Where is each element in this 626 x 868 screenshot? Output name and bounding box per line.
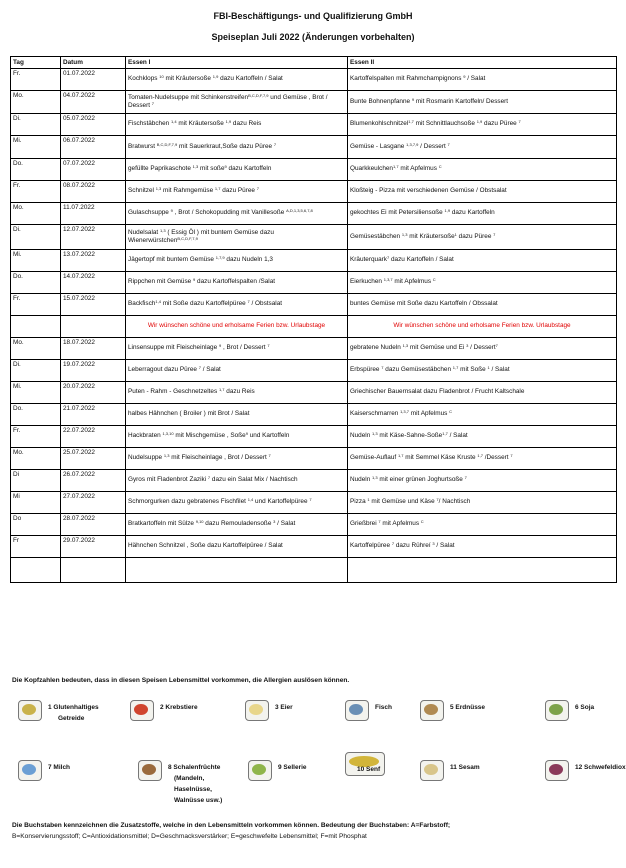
meal-1-cell: Nudelsuppe $^{1,3}$ mit Fleischeinlage , Brot / Dessert $^7$ [126, 448, 348, 470]
day-cell: Di [11, 470, 61, 492]
table-row [11, 91, 617, 114]
peanut-icon-shape [424, 704, 438, 715]
date-cell: 21.07.2022 [61, 404, 126, 426]
date-cell: 05.07.2022 [61, 114, 126, 136]
table-row [11, 294, 617, 316]
crab-icon [130, 700, 154, 721]
sulphite-icon [545, 760, 569, 781]
meal-1-cell: Bratwurst $^{B,C,D,F,7,9}$ mit Sauerkraut,Soße dazu Püree $^7$ [126, 136, 348, 159]
egg-icon [245, 700, 269, 721]
milk-icon-shape [22, 764, 36, 775]
additives-note: Die Buchstaben kennzeichnen die Zusatzstoffe, welche in den Lebensmitteln vorkommen können. Bedeutung der Buchstaben: A=Farbstoff; [12, 822, 451, 829]
col-header-day: Tag [11, 57, 61, 69]
allergen-label: 7 Milch [48, 764, 71, 771]
meal-2-cell: Kaiserschmarren $^{1,3,7}$ mit Apfelmus $^C$ [348, 404, 617, 426]
table-row [11, 250, 617, 272]
crab-icon-shape [134, 704, 148, 715]
table-row [11, 159, 617, 181]
day-cell: Mi [11, 492, 61, 514]
peanut-icon [420, 700, 444, 721]
meal-1-cell: Gyros mit Fladenbrot Zaziki $^7$ dazu ein Salat Mix / Nachtisch [126, 470, 348, 492]
empty-cell [11, 558, 61, 583]
meal-2-cell: Erbspüree $^7$ dazu Gemüsestäbchen $^{1,7}$ mit Soße $^1$ / Salat [348, 360, 617, 382]
meal-1-cell: Hähnchen Schnitzel , Soße dazu Kartoffelpüree / Salat [126, 536, 348, 558]
date-cell: 11.07.2022 [61, 203, 126, 225]
empty-cell [61, 558, 126, 583]
day-cell: Do [11, 514, 61, 536]
day-cell: Di. [11, 225, 61, 250]
meal-1-cell: Hackbraten $^{1,3,10}$ mit Mischgemüse , Soße$^9$ und Kartoffeln [126, 426, 348, 448]
allergen-note: Die Kopfzahlen bedeuten, dass in diesen Speisen Lebensmittel vorkommen, die Allergien auslösen können. [12, 677, 350, 684]
fish-icon-shape [349, 704, 363, 715]
sulphite-icon-shape [549, 764, 563, 775]
day-cell: Mi. [11, 382, 61, 404]
meal-1-cell: Jägertopf mit buntem Gemüse $^{1,7,9}$ dazu Nudeln 1,3 [126, 250, 348, 272]
table-row [11, 272, 617, 294]
sesame-icon-shape [424, 764, 438, 775]
date-cell: 08.07.2022 [61, 181, 126, 203]
meal-1-cell: Gulaschsuppe $^9$ , Brot / Schokopudding mit Vanillesoße $^{A,D,1,3,5,6,7,8}$ [126, 203, 348, 225]
allergen-label: 10 Senf [357, 766, 381, 773]
day-cell: Fr. [11, 181, 61, 203]
date-cell: 20.07.2022 [61, 382, 126, 404]
table-row [11, 536, 617, 558]
date-cell [61, 316, 126, 338]
meal-2-cell: Gemüsestäbchen $^{1,3}$ mit Kräutersoße$^1$ dazu Püree $^7$ [348, 225, 617, 250]
day-cell: Fr. [11, 426, 61, 448]
allergen-label: 12 Schwefeldiox [575, 764, 626, 771]
meal-2-cell: buntes Gemüse mit Soße dazu Kartoffeln / Obssalat [348, 294, 617, 316]
meal-2-cell: Nudeln $^{1,3}$ mit einer grünen Joghurtsoße $^7$ [348, 470, 617, 492]
col-header-meal1: Essen I [126, 57, 348, 69]
allergen-label: 11 Sesam [450, 764, 480, 771]
allergen-label: 1 Glutenhaltiges [48, 704, 99, 711]
holiday-note-1: Wir wünschen schöne und erholsame Ferien bzw. Urlaubstage [126, 316, 348, 338]
day-cell: Mo. [11, 203, 61, 225]
table-row [11, 404, 617, 426]
meal-2-cell: gekochtes Ei mit Petersiliensoße $^{1,9}$ dazu Kartoffeln [348, 203, 617, 225]
table-row [11, 181, 617, 203]
date-cell: 04.07.2022 [61, 91, 126, 114]
date-cell: 06.07.2022 [61, 136, 126, 159]
allergen-label: 2 Krebstiere [160, 704, 198, 711]
meal-1-cell: Fischstäbchen $^{1,4}$ mit Kräutersoße $^{1,9}$ dazu Reis [126, 114, 348, 136]
additives-note-2: B=Konservierungsstoff; C=Antioxidationsmittel; D=Geschmacksverstärker; E=geschwefelte Lebensmittel; F=mit Phosphat [12, 833, 367, 840]
table-row [11, 558, 617, 583]
table-row [11, 382, 617, 404]
date-cell: 26.07.2022 [61, 470, 126, 492]
date-cell: 25.07.2022 [61, 448, 126, 470]
nut-icon [138, 760, 162, 781]
date-cell: 18.07.2022 [61, 338, 126, 360]
day-cell: Di. [11, 114, 61, 136]
menu-body [11, 69, 617, 583]
allergen-label: 9 Sellerie [278, 764, 307, 771]
grain-icon-shape [22, 704, 36, 715]
allergen-label: Walnüsse usw.) [174, 797, 223, 804]
meal-2-cell: Kartoffelspalten mit Rahmchampignons $^9$ / Salat [348, 69, 617, 91]
meal-2-cell: Grießbrei $^7$ mit Apfelmus $^C$ [348, 514, 617, 536]
date-cell: 15.07.2022 [61, 294, 126, 316]
table-row [11, 514, 617, 536]
date-cell: 22.07.2022 [61, 426, 126, 448]
meal-2-cell: Griechischer Bauernsalat dazu Fladenbrot / Frucht Kaltschale [348, 382, 617, 404]
date-cell: 28.07.2022 [61, 514, 126, 536]
table-row [11, 426, 617, 448]
col-header-meal2: Essen II [348, 57, 617, 69]
day-cell: Fr. [11, 69, 61, 91]
allergen-label: (Mandeln, [174, 775, 205, 782]
meal-2-cell: Eierkuchen $^{1,3,7}$ mit Apfelmus $^C$ [348, 272, 617, 294]
table-row [11, 316, 617, 338]
meal-1-cell: Linsensuppe mit Fleischeinlage $^9$ , Brot / Dessert $^7$ [126, 338, 348, 360]
meal-2-cell: Gemüse - Lasgane $^{1,3,7,9}$ / Dessert $^7$ [348, 136, 617, 159]
table-row [11, 69, 617, 91]
meal-2-cell: Kräuterquark$^7$ dazu Kartoffeln / Salat [348, 250, 617, 272]
sesame-icon [420, 760, 444, 781]
allergen-label: 8 Schalenfrüchte [168, 764, 221, 771]
meal-2-cell: Quarkkeulchen$^{1,7}$ mit Apfelmus $^C$ [348, 159, 617, 181]
date-cell: 07.07.2022 [61, 159, 126, 181]
celery-icon [248, 760, 272, 781]
table-row [11, 492, 617, 514]
meal-1-cell: Schmorgurken dazu gebratenes Fischfilet $^{1,4}$ und Kartoffelpüree $^7$ [126, 492, 348, 514]
nut-icon-shape [142, 764, 156, 775]
egg-icon-shape [249, 704, 263, 715]
date-cell: 12.07.2022 [61, 225, 126, 250]
day-cell: Mi. [11, 136, 61, 159]
day-cell: Mi. [11, 250, 61, 272]
soy-icon [545, 700, 569, 721]
table-row [11, 360, 617, 382]
day-cell: Mo. [11, 338, 61, 360]
meal-2-cell: Kloßteig - Pizza mit verschiedenen Gemüse / Obstsalat [348, 181, 617, 203]
meal-2-cell: Gemüse-Auflauf $^{1,7}$ mit Semmel Käse Kruste $^{1,7}$ /Dessert $^7$ [348, 448, 617, 470]
meal-1-cell: Rippchen mit Gemüse $^9$ dazu Kartoffelspalten /Salat [126, 272, 348, 294]
date-cell: 14.07.2022 [61, 272, 126, 294]
meal-2-cell: Nudeln $^{1,3}$ mit Käse-Sahne-Soße$^{1,7}$ / Salat [348, 426, 617, 448]
table-header-row [11, 57, 617, 69]
table-row [11, 136, 617, 159]
menu-table [10, 56, 617, 583]
meal-2-cell: Blumenkohlschnitzel$^{1,7}$ mit Schnittlauchsoße $^{1,9}$ dazu Püree $^7$ [348, 114, 617, 136]
table-row [11, 470, 617, 492]
day-cell: Fr [11, 536, 61, 558]
holiday-note-2: Wir wünschen schöne und erholsame Ferien bzw. Urlaubstage [348, 316, 617, 338]
table-row [11, 225, 617, 250]
date-cell: 13.07.2022 [61, 250, 126, 272]
fish-icon [345, 700, 369, 721]
meal-1-cell: Nudelsalat $^{1,3}$ ( Essig Öl ) mit buntem Gemüse dazu Wienerwürstchen$^{B,C,D,F,7,9}$ [126, 225, 348, 250]
meal-2-cell: Bunte Bohnenpfanne $^9$ mit Rosmarin Kartoffeln/ Dessert [348, 91, 617, 114]
soy-icon-shape [549, 704, 563, 715]
meal-2-cell: Kartoffelpüree $^7$ dazu Rühreí $^3$ / Salat [348, 536, 617, 558]
grain-icon [18, 700, 42, 721]
allergen-label: Haselnüsse, [174, 786, 212, 793]
day-cell: Mo. [11, 91, 61, 114]
empty-cell [126, 558, 348, 583]
meal-1-cell: Leberragout dazu Püree $^7$ / Salat [126, 360, 348, 382]
company-title: FBI-Beschäftigungs- und Qualifizierung GmbH [213, 11, 413, 21]
empty-cell [348, 558, 617, 583]
meal-1-cell: halbes Hähnchen ( Broiler ) mit Brot / Salat [126, 404, 348, 426]
day-cell: Fr. [11, 294, 61, 316]
meal-1-cell: Backfisch$^{1,4}$ mit Soße dazu Kartoffelpüree $^7$ / Obstsalat [126, 294, 348, 316]
meal-1-cell: Puten - Rahm - Geschnetzeltes $^{1,7}$ dazu Reis [126, 382, 348, 404]
meal-2-cell: gebratene Nudeln $^{1,3}$ mit Gemüse und Ei $^3$ / Dessert$^7$ [348, 338, 617, 360]
meal-1-cell: Tomaten-Nudelsuppe mit Schinkenstreifen$^{B,C,D,F,7,9}$ und Gemüse , Brot / Dessert $^7$ [126, 91, 348, 114]
table-row [11, 338, 617, 360]
meal-2-cell: Pizza $^1$ mit Gemüse und Käse $^7$/ Nachtisch [348, 492, 617, 514]
table-row [11, 114, 617, 136]
col-header-date: Datum [61, 57, 126, 69]
milk-icon [18, 760, 42, 781]
day-cell [11, 316, 61, 338]
day-cell: Di. [11, 360, 61, 382]
day-cell: Do. [11, 404, 61, 426]
meal-1-cell: Schnitzel $^{1,3}$ mit Rahmgemüse $^{1,7}$ dazu Püree $^7$ [126, 181, 348, 203]
celery-icon-shape [252, 764, 266, 775]
meal-1-cell: Kochklops $^{10}$ mit Kräutersoße $^{1,9}$ dazu Kartoffeln / Salat [126, 69, 348, 91]
allergen-label: Getreide [58, 715, 85, 722]
day-cell: Do. [11, 159, 61, 181]
day-cell: Mo. [11, 448, 61, 470]
table-row [11, 203, 617, 225]
allergen-label: 3 Eier [275, 704, 293, 711]
date-cell: 19.07.2022 [61, 360, 126, 382]
date-cell: 27.07.2022 [61, 492, 126, 514]
date-cell: 29.07.2022 [61, 536, 126, 558]
menu-title: Speiseplan Juli 2022 (Änderungen vorbehalten) [211, 32, 415, 42]
date-cell: 01.07.2022 [61, 69, 126, 91]
allergen-label: 5 Erdnüsse [450, 704, 486, 711]
meal-1-cell: Bratkartoffeln mit Sülze $^{9,10}$ dazu Remouladensoße $^3$ / Salat [126, 514, 348, 536]
allergen-label: Fisch [375, 704, 392, 711]
table-row [11, 448, 617, 470]
day-cell: Do. [11, 272, 61, 294]
meal-1-cell: gefüllte Paprikaschote $^{1,3}$ mit soße$^9$ dazu Kartoffeln [126, 159, 348, 181]
allergen-label: 6 Soja [575, 704, 595, 711]
